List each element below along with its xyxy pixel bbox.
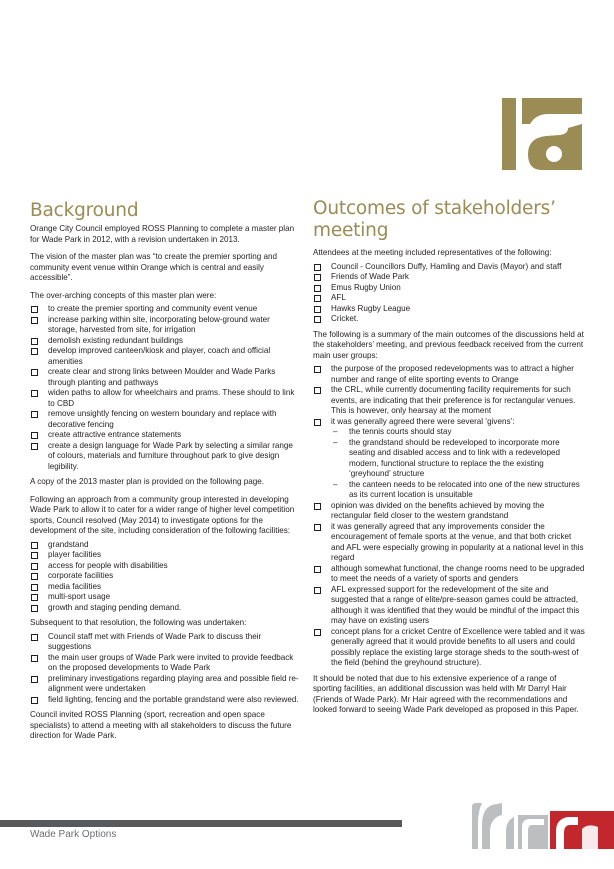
- outcomes-heading: Outcomes of stakeholders’ meeting: [313, 198, 556, 241]
- list-item: the main user groups of Wade Park were invited to provide feedback on the proposed developments to Wade Park: [30, 653, 300, 674]
- footer-logo-icon: [468, 801, 614, 849]
- list-item: to create the premier sporting and community event venue: [30, 304, 300, 315]
- attendees-list: [313, 262, 586, 325]
- list-item: create attractive entrance statements: [30, 430, 300, 441]
- list-item: grandstand: [30, 540, 300, 551]
- list-item: Hawks Rugby League: [313, 304, 586, 315]
- list-item: Friends of Wade Park: [313, 272, 586, 283]
- list-item: growth and staging pending demand.: [30, 603, 300, 614]
- list-item: AFL expressed support for the redevelopment of the site and suggested that a range of elite/pre-season games could be attracted, although it was identified that they would be mindful of the impact this may have on existing users: [313, 585, 586, 627]
- background-invitation: Council invited ROSS Planning (sport, recreation and open space specialists) to attend a meeting with all stakeholders to discuss the future direction for Wade Park.: [30, 710, 292, 740]
- list-item: Emus Rugby Union: [313, 283, 586, 294]
- undertaken-list: [30, 632, 300, 706]
- list-item: it was generally agreed that any improvements consider the encouragement of female sports at the venue, and that both cricket and AFL were especially growing in popularity at a national level in this regard: [313, 522, 586, 564]
- background-intro: Orange City Council employed ROSS Planning to complete a master plan for Wade Park in 2012, with a revision undertaken in 2013.: [30, 224, 295, 244]
- background-copy-note: A copy of the 2013 master plan is provided on the following page.: [30, 477, 264, 486]
- background-heading: Background: [30, 200, 139, 221]
- list-item: remove unsightly fencing on western boundary and replace with decorative fencing: [30, 409, 300, 430]
- facilities-list: [30, 540, 300, 614]
- outcomes-attendees-intro: Attendees at the meeting included representatives of the following:: [313, 248, 552, 257]
- concepts-list: [30, 304, 300, 472]
- list-item: access for people with disabilities: [30, 561, 300, 572]
- list-item: widen paths to allow for wheelchairs and prams. These should to link to CBD: [30, 388, 300, 409]
- list-item: AFL: [313, 293, 586, 304]
- background-concepts-intro: The over-arching concepts of this master plan were:: [30, 290, 217, 300]
- list-item: preliminary investigations regarding playing area and possible field re-alignment were undertaken: [30, 674, 300, 695]
- list-item: opinion was divided on the benefits achieved by moving the rectangular field closer to the western grandstand: [313, 501, 586, 522]
- list-item: multi-sport usage: [30, 592, 300, 603]
- footer-title: Wade Park Options: [30, 829, 117, 840]
- list-item: – the tennis courts should stay: [331, 427, 586, 438]
- list-item: Cricket.: [313, 314, 586, 325]
- outcomes-summary-intro: The following is a summary of the main outcomes of the discussions held at the stakeholders’ meeting, and previous feedback received from the current main user groups:: [313, 329, 584, 360]
- list-item: [313, 417, 586, 501]
- list-item: – the canteen needs to be relocated into one of the new structures as its current location is unsuitable: [331, 480, 586, 501]
- list-item: the CRL, while currently documenting facility requirements for such events, are indicating that their preference is for rectangular venues. This is however, only hearsay at the moment: [313, 385, 586, 417]
- list-item: concept plans for a cricket Centre of Excellence were tabled and it was generally agreed that it would provide benefits to all users and could possibly replace the existing large storage sheds to the south-west of the field (behind the greyhound structure).: [313, 627, 586, 669]
- givens-list: [331, 427, 586, 501]
- background-vision: The vision of the master plan was “to create the premier sporting and community event venue within Orange which is central and easily accessible”.: [30, 252, 277, 282]
- outcomes-column: [313, 198, 586, 723]
- list-item: create a design language for Wade Park by selecting a similar range of colours, materials and furniture throughout park to give design legibility.: [30, 441, 300, 473]
- list-item: Council - Councillors Duffy, Hamling and Davis (Mayor) and staff: [313, 262, 586, 273]
- list-item: develop improved canteen/kiosk and player, coach and official amenities: [30, 346, 300, 367]
- list-item: field lighting, fencing and the portable grandstand were also reviewed.: [30, 695, 300, 706]
- list-item: – the grandstand should be redeveloped to incorporate more seating and disabled access and to link with a redeveloped modern, functional structure to replace the the existing ‘greyhound’ structure: [331, 438, 586, 480]
- background-approach: Following an approach from a community group interested in developing Wade Park to allow it to cater for a wider range of higher level competition sports, Council resolved (May 2014) to investigate options for the development of the site, including consideration of the following facilities:: [30, 494, 295, 535]
- list-item: player facilities: [30, 550, 300, 561]
- footer-bar: [0, 820, 402, 827]
- background-subsequent: Subsequent to that resolution, the following was undertaken:: [30, 618, 247, 627]
- background-column: [30, 198, 300, 749]
- outcomes-list: [313, 364, 586, 669]
- list-item: media facilities: [30, 582, 300, 593]
- givens-intro: it was generally agreed there were several ‘givens’:: [331, 416, 515, 426]
- list-item: demolish existing redundant buildings: [30, 336, 300, 347]
- list-item: the purpose of the proposed redevelopments was to attract a higher number and range of elite sporting events to Orange: [313, 364, 586, 385]
- list-item: corporate facilities: [30, 571, 300, 582]
- list-item: increase parking within site, incorporating below-ground water storage, harvested from site, for irrigation: [30, 315, 300, 336]
- ross-planning-logo-icon: [502, 98, 582, 170]
- list-item: create clear and strong links between Moulder and Wade Parks through planting and pathways: [30, 367, 300, 388]
- list-item: although somewhat functional, the change rooms need to be upgraded to meet the needs of a variety of sports and genders: [313, 564, 586, 585]
- list-item: Council staff met with Friends of Wade Park to discuss their suggestions: [30, 632, 300, 653]
- outcomes-hair-note: It should be noted that due to his extensive experience of a range of sporting facilities, an additional discussion was held with Mr Darryl Hair (Friends of Wade Park). Mr Hair agreed with the recommendations and looked forward to seeing Wade Park developed as proposed in this Paper.: [313, 673, 579, 714]
